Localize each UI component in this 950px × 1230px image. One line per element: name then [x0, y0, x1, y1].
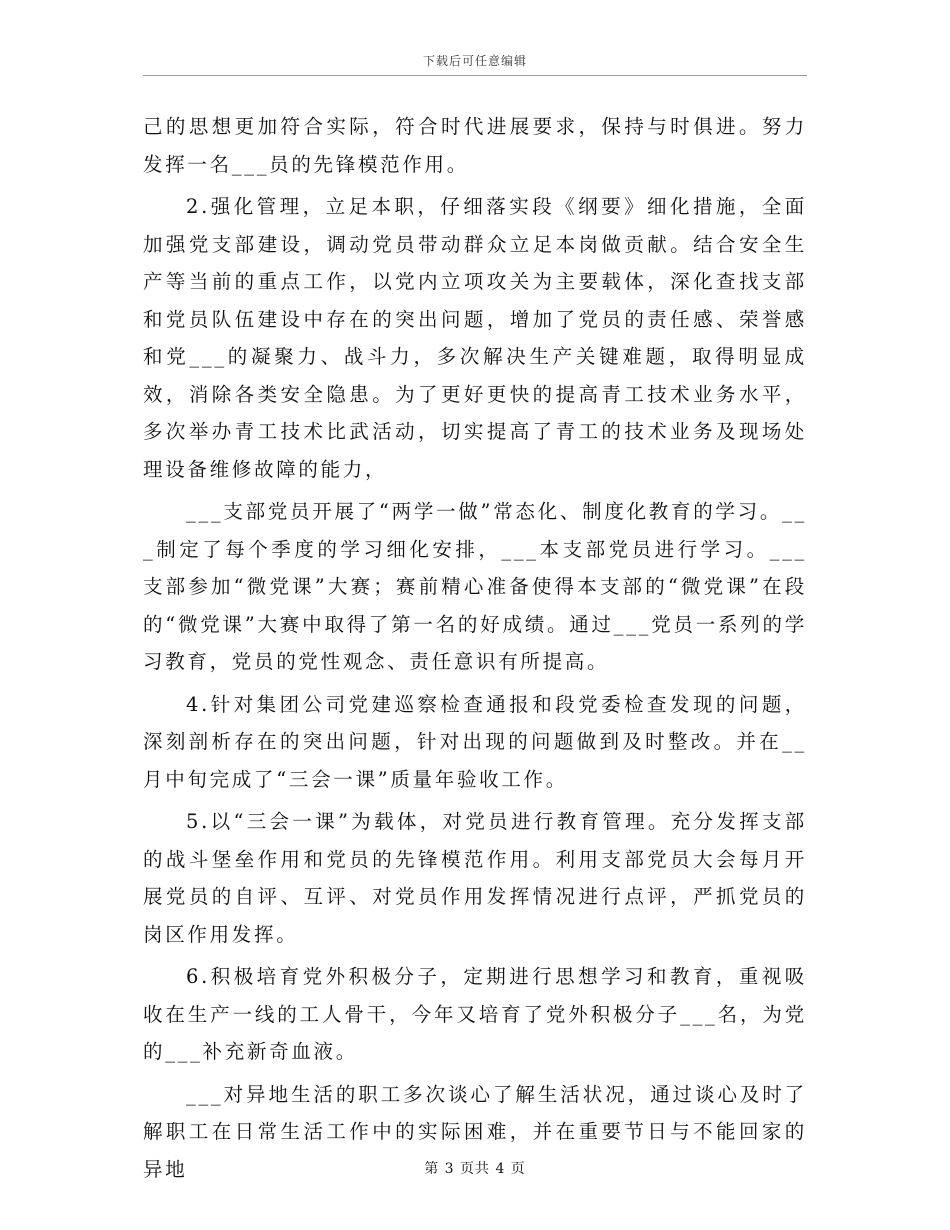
- paragraph-item-3: ___支部党员开展了“两学一做”常态化、制度化教育的学习。___制定了每个季度的学习细化安排，___本支部党员进行学习。___支部参加“微党课”大赛；赛前精心准备使得本支部的“微党课”在段的“微党课”大赛中取得了第一名的好成绩。通过___党员一系列的学习教育，党员的党性观念、责任意识有所提高。: [143, 500, 807, 673]
- paragraph-item-4: 4.针对集团公司党建巡察检查通报和段党委检查发现的问题，深刻剖析存在的突出问题，针对出现的问题做到及时整改。并在__月中旬完成了“三会一课”质量年验收工作。: [143, 692, 807, 791]
- page-number-footer: 第 3 页共 4 页: [424, 1161, 526, 1177]
- header-divider: [143, 75, 807, 76]
- document-body: [143, 108, 807, 1193]
- paragraph-item-6: 6.积极培育党外积极分子，定期进行思想学习和教育，重视吸收在生产一线的工人骨干，今年又培育了党外积极分子___名，为党的___补充新奇血液。: [143, 965, 807, 1063]
- paragraph-continuation: 己的思想更加符合实际，符合时代进展要求，保持与时俱进。努力发挥一名___员的先锋模范作用。: [143, 115, 807, 176]
- header-note: 下载后可任意编辑: [422, 54, 527, 68]
- paragraph-item-7: ___对异地生活的职工多次谈心了解生活状况，通过谈心及时了解职工在日常生活工作中的实际困难，并在重要节日与不能回家的异地: [143, 1082, 807, 1181]
- paragraph-item-2: 2.强化管理，立足本职，仔细落实段《纲要》细化措施，全面加强党支部建设，调动党员带动群众立足本岗做贡献。结合安全生产等当前的重点工作，以党内立项攻关为主要载体，深化查找支部和党员队伍建设中存在的突出问题，增加了党员的责任感、荣誉感和党___的凝聚力、战斗力，多次解决生产关键难题，取得明显成效，消除各类安全隐患。为了更好更快的提高青工技术业务水平，多次举办青工技术比武活动，切实提高了青工的技术业务及现场处理设备维修故障的能力，: [143, 195, 807, 481]
- paragraph-item-5: 5.以“三会一课”为载体，对党员进行教育管理。充分发挥支部的战斗堡垒作用和党员的先锋模范作用。利用支部党员大会每月开展党员的自评、互评、对党员作用发挥情况进行点评，严抓党员的岗区作用发挥。: [143, 810, 807, 946]
